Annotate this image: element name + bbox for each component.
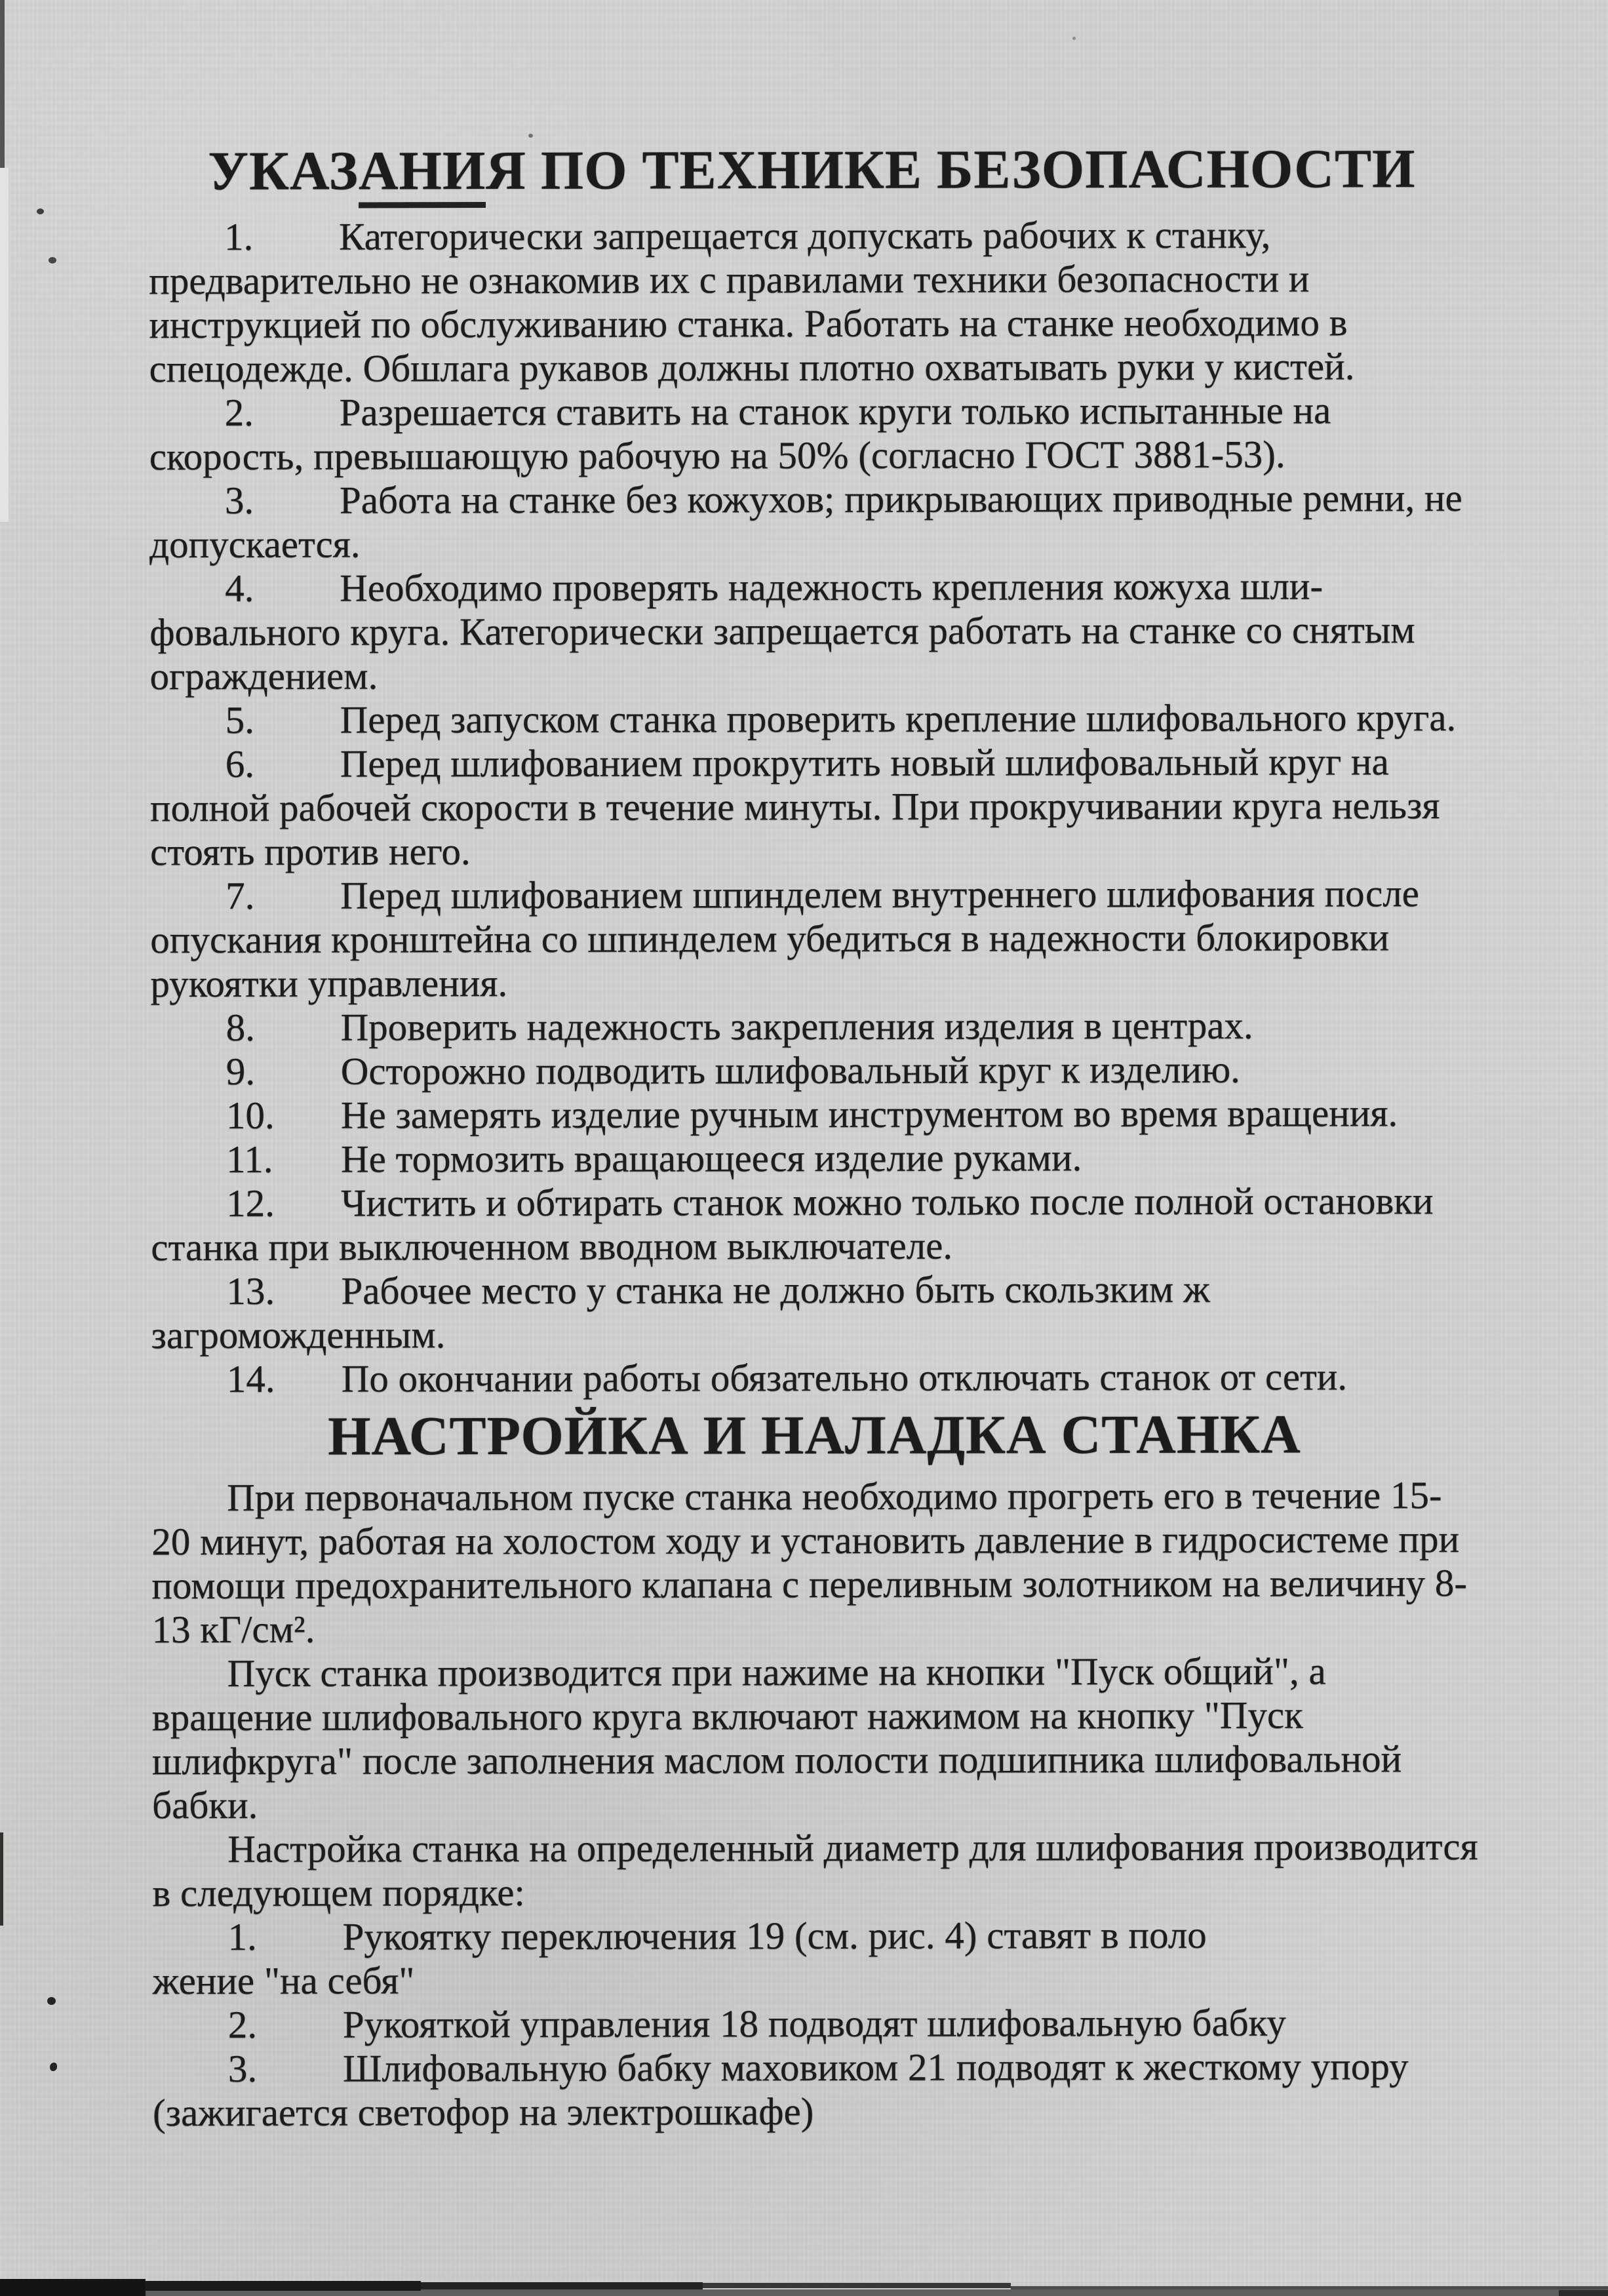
scan-edge-artifact [0, 168, 9, 522]
list-item [150, 696, 1476, 742]
list-item-text: Необходимо проверять надежность крепления кожуха шли- [340, 564, 1324, 610]
text-line: загроможденным. [151, 1313, 446, 1357]
paragraph [152, 1825, 1478, 1915]
text-line [149, 388, 1476, 435]
list-item-text: Шлифовальную бабку маховиком 21 подводят к жесткому упору [342, 2044, 1409, 2090]
text-line: 13 кГ/см². [151, 1607, 315, 1652]
list-item [149, 564, 1476, 698]
list-item-number: 9. [226, 1049, 256, 1093]
text-line: инструкцией по обслуживанию станка. Работать на станке необходимо в [149, 300, 1348, 347]
list-item-number: 12. [226, 1181, 275, 1225]
text-line: помощи предохранительного клапана с переливным золотником на величину 8- [151, 1560, 1467, 1608]
list-item-number: 8. [226, 1005, 255, 1049]
text-line [150, 740, 1476, 786]
scan-edge-artifact [0, 1832, 3, 1926]
list-item-text: Перед шлифованием шпинделем внутреннего шлифования после [340, 871, 1419, 917]
list-item [149, 476, 1476, 566]
scan-speck [47, 1997, 56, 2005]
list-item-text: Категорически запрещается допускать рабочих к станку, [339, 212, 1271, 258]
list-item [152, 1912, 1478, 2003]
text-line: Настройка станка на определенный диаметр для шлифования производится [227, 1824, 1478, 1870]
list-item-text: Проверить надежность закрепления изделия в центрах. [340, 1003, 1253, 1049]
text-line [153, 2044, 1479, 2091]
list-item-text: Чистить и обтирать станок можно только после полной остановки [341, 1179, 1434, 1225]
paragraph [152, 1649, 1479, 1827]
list-item-text: Перед запуском станка проверить крепление шлифовального круга. [340, 695, 1457, 742]
list-item-number: 2. [224, 390, 254, 434]
page-bottom-edge [0, 2279, 146, 2296]
text-line: (зажигается светофор на электрошкафе) [153, 2089, 814, 2135]
document-title [149, 138, 1475, 203]
text-line [150, 871, 1476, 918]
text-line: жение "на себя" [152, 1958, 415, 2003]
page-bottom-edge [1559, 2290, 1608, 2296]
text-line [153, 2000, 1479, 2047]
list-item [153, 2000, 1479, 2047]
text-line [149, 476, 1476, 523]
text-line: стоять против него. [150, 829, 471, 874]
list-item-text: Рукоятку переключения 19 (см. рис. 4) ставят в поло [342, 1912, 1207, 1958]
text-line [151, 1179, 1477, 1225]
list-item [151, 1091, 1477, 1138]
text-line: предварительно не ознакомив их с правилами техники безопасности и [149, 256, 1310, 303]
page-bottom-edge [146, 2281, 421, 2291]
scan-speck [528, 134, 533, 138]
list-item-number: 3. [224, 478, 254, 522]
text-line [150, 696, 1476, 742]
paragraph [151, 1473, 1478, 1652]
list-item-number: 5. [225, 698, 254, 742]
text-line: скорость, превышающую рабочую на 50% (согласно ГОСТ 3881-53). [149, 432, 1285, 479]
text-line [151, 1135, 1477, 1181]
text-line: ограждением. [149, 654, 378, 698]
list-item-number: 1. [224, 214, 254, 258]
text-line: в следующем порядке: [152, 1870, 525, 1915]
text-line [152, 1912, 1478, 1959]
scan-edge-artifact [0, 0, 5, 168]
text-line [151, 1091, 1477, 1138]
text-line: 20 минут, работая на холостом ходу и установить давление в гидросистеме при [151, 1516, 1460, 1564]
text-line: рукоятки управления. [150, 960, 508, 1006]
title-underlined-text: АНИ [359, 140, 486, 208]
list-item-number: 6. [225, 742, 255, 785]
list-item [151, 1355, 1478, 1401]
list-item-number: 3. [227, 2046, 258, 2090]
text-line [149, 564, 1476, 610]
title-text: УКАЗ [208, 140, 359, 202]
list-item-text: Не тормозить вращающееся изделие руками. [341, 1136, 1082, 1181]
text-line: шлифкруга" после заполнения маслом полости подшипника шлифовальной [151, 1737, 1402, 1783]
text-line: фовального круга. Категорически запрещается работать на станке со снятым [149, 608, 1415, 654]
list-item-number: 14. [226, 1356, 275, 1400]
text-line: вращение шлифовального круга включают нажимом на кнопку "Пуск [151, 1693, 1303, 1739]
text-line [151, 1355, 1478, 1401]
section-heading: НАСТРОЙКА И НАЛАДКА СТАНКА [328, 1404, 1301, 1467]
document-body [149, 138, 1479, 2135]
page-bottom-edge [703, 2283, 1011, 2288]
list-item-number: 7. [226, 873, 255, 917]
list-item [151, 1267, 1477, 1357]
text-line [151, 1003, 1477, 1050]
scan-speck [50, 2063, 57, 2071]
list-item-number: 10. [226, 1093, 275, 1137]
list-item-text: Рукояткой управления 18 подводят шлифовальную бабку [342, 2000, 1287, 2046]
text-line: станка при выключенном вводном выключателе. [151, 1223, 953, 1269]
title-text: Я ПО ТЕХНИКЕ БЕЗОПАСНОСТИ [486, 138, 1416, 202]
text-line: Пуск станка производится при нажиме на кнопки "Пуск общий", а [227, 1649, 1326, 1695]
scan-speck [37, 208, 44, 214]
text-line: спецодежде. Обшлага рукавов должны плотно охватывать руки у кистей. [149, 344, 1355, 391]
text-line [151, 1267, 1477, 1313]
list-item-number: 11. [226, 1137, 273, 1181]
scan-speck [49, 257, 56, 264]
text-line: полной рабочей скорости в течение минуты. При прокручивании круга нельзя [149, 783, 1440, 830]
list-item [149, 212, 1476, 391]
list-item [149, 388, 1476, 479]
list-item-text: Рабочее место у станка не должно быть скользким ж [341, 1267, 1210, 1313]
list-item [151, 1179, 1477, 1269]
text-line: бабки. [152, 1783, 258, 1827]
list-item [153, 2044, 1479, 2135]
list-item [150, 871, 1476, 1006]
list-item-number: 13. [226, 1269, 275, 1313]
page-bottom-edge [421, 2282, 703, 2289]
list-item-text: Работа на станке без кожухов; прикрывающих приводные ремни, не [339, 475, 1462, 522]
text-line: При первоначальном пуске станка необходимо прогреть его в течение 15- [227, 1473, 1442, 1519]
list-item [151, 1135, 1477, 1181]
list-item-text: По окончании работы обязательно отключать станок от сети. [341, 1355, 1348, 1400]
list-item [151, 1047, 1477, 1094]
list-item-number: 2. [227, 2002, 258, 2046]
page-bottom-edge [1011, 2286, 1608, 2289]
scan-speck [1072, 37, 1076, 40]
list-item-text: Осторожно подводить шлифовальный круг к изделию. [340, 1047, 1240, 1093]
list-item-number: 1. [227, 1914, 257, 1958]
list-item [150, 740, 1476, 874]
text-line: допускается. [149, 522, 361, 566]
text-line [151, 1047, 1477, 1094]
list-item [151, 1003, 1477, 1050]
text-line [149, 212, 1475, 259]
list-item-text: Перед шлифованием прокрутить новый шлифовальный круг на [340, 740, 1389, 785]
text-line: опускания кронштейна со шпинделем убедиться в надежности блокировки [150, 915, 1390, 962]
list-item-number: 4. [225, 566, 254, 610]
list-item-text: Не замерять изделие ручным инструментом во время вращения. [340, 1091, 1398, 1137]
list-item-text: Разрешается ставить на станок круги только испытанные на [339, 388, 1331, 434]
